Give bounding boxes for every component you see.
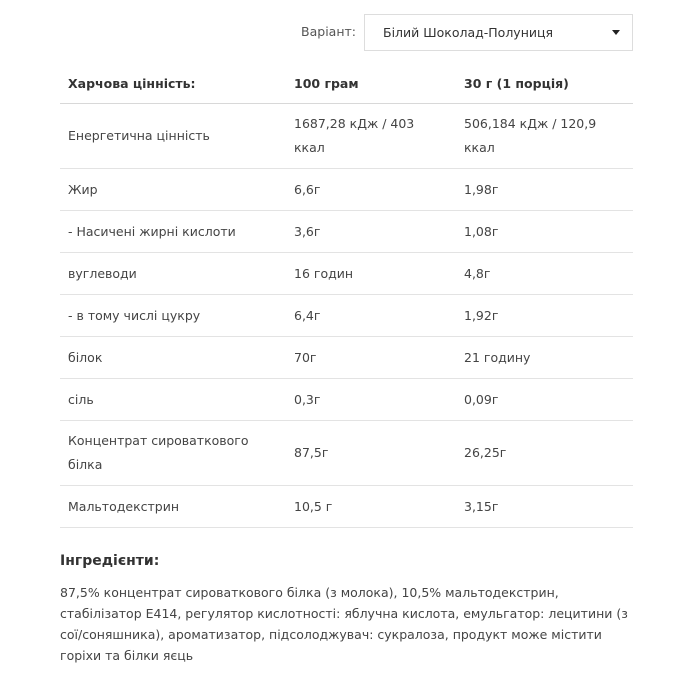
row-per-serving: 21 годину — [456, 337, 633, 379]
row-label: - Насичені жирні кислоти — [60, 211, 286, 253]
row-per-serving: 506,184 кДж / 120,9 ккал — [456, 104, 633, 169]
variant-select[interactable] — [364, 14, 633, 51]
header-per-serving: 30 г (1 порція) — [456, 65, 633, 104]
row-label: вуглеводи — [60, 253, 286, 295]
table-row — [60, 104, 633, 169]
table-row — [60, 253, 633, 295]
row-per-serving: 1,92г — [456, 295, 633, 337]
variant-label: Варіант: — [301, 24, 356, 39]
row-label: Жир — [60, 169, 286, 211]
table-row — [60, 486, 633, 528]
header-per-100g: 100 грам — [286, 65, 456, 104]
row-per-100g: 1687,28 кДж / 403 ккал — [286, 104, 456, 169]
variant-selected-value: Білий Шоколад-Полуниця — [383, 25, 554, 40]
row-per-serving: 4,8г — [456, 253, 633, 295]
row-label: Мальтодекстрин — [60, 486, 286, 528]
row-label: сіль — [60, 379, 286, 421]
row-label: Енергетична цінність — [60, 104, 286, 169]
row-per-100g: 3,6г — [286, 211, 456, 253]
table-row — [60, 295, 633, 337]
table-row — [60, 337, 633, 379]
row-per-serving: 26,25г — [456, 421, 633, 486]
row-per-100g: 6,6г — [286, 169, 456, 211]
row-per-100g: 16 годин — [286, 253, 456, 295]
table-row — [60, 379, 633, 421]
chevron-down-icon — [612, 30, 620, 35]
nutrition-table — [60, 65, 633, 528]
table-row — [60, 421, 633, 486]
table-row — [60, 211, 633, 253]
row-per-100g: 0,3г — [286, 379, 456, 421]
row-per-100g: 6,4г — [286, 295, 456, 337]
ingredients-text: 87,5% концентрат сироваткового білка (з молока), 10,5% мальтодекстрин, стабілізатор Е414, регулятор кислотності: яблучна кислота, емульгатор: лецитини (з сої/соняшника), ароматизатор, підсолоджувач: сукралоза, продукт може містити горіхи та білки яєць — [60, 585, 628, 663]
row-label: - в тому числі цукру — [60, 295, 286, 337]
ingredients-title: Інгредієнти: — [60, 553, 160, 569]
variant-selector-row — [0, 14, 700, 52]
row-per-100g: 87,5г — [286, 421, 456, 486]
row-per-100g: 70г — [286, 337, 456, 379]
table-header-row — [60, 65, 633, 104]
row-per-serving: 0,09г — [456, 379, 633, 421]
row-per-serving: 3,15г — [456, 486, 633, 528]
table-row — [60, 169, 633, 211]
row-per-100g: 10,5 г — [286, 486, 456, 528]
row-per-serving: 1,08г — [456, 211, 633, 253]
row-label: білок — [60, 337, 286, 379]
row-per-serving: 1,98г — [456, 169, 633, 211]
header-nutrition: Харчова цінність: — [60, 65, 286, 104]
row-label: Концентрат сироваткового білка — [60, 421, 286, 486]
